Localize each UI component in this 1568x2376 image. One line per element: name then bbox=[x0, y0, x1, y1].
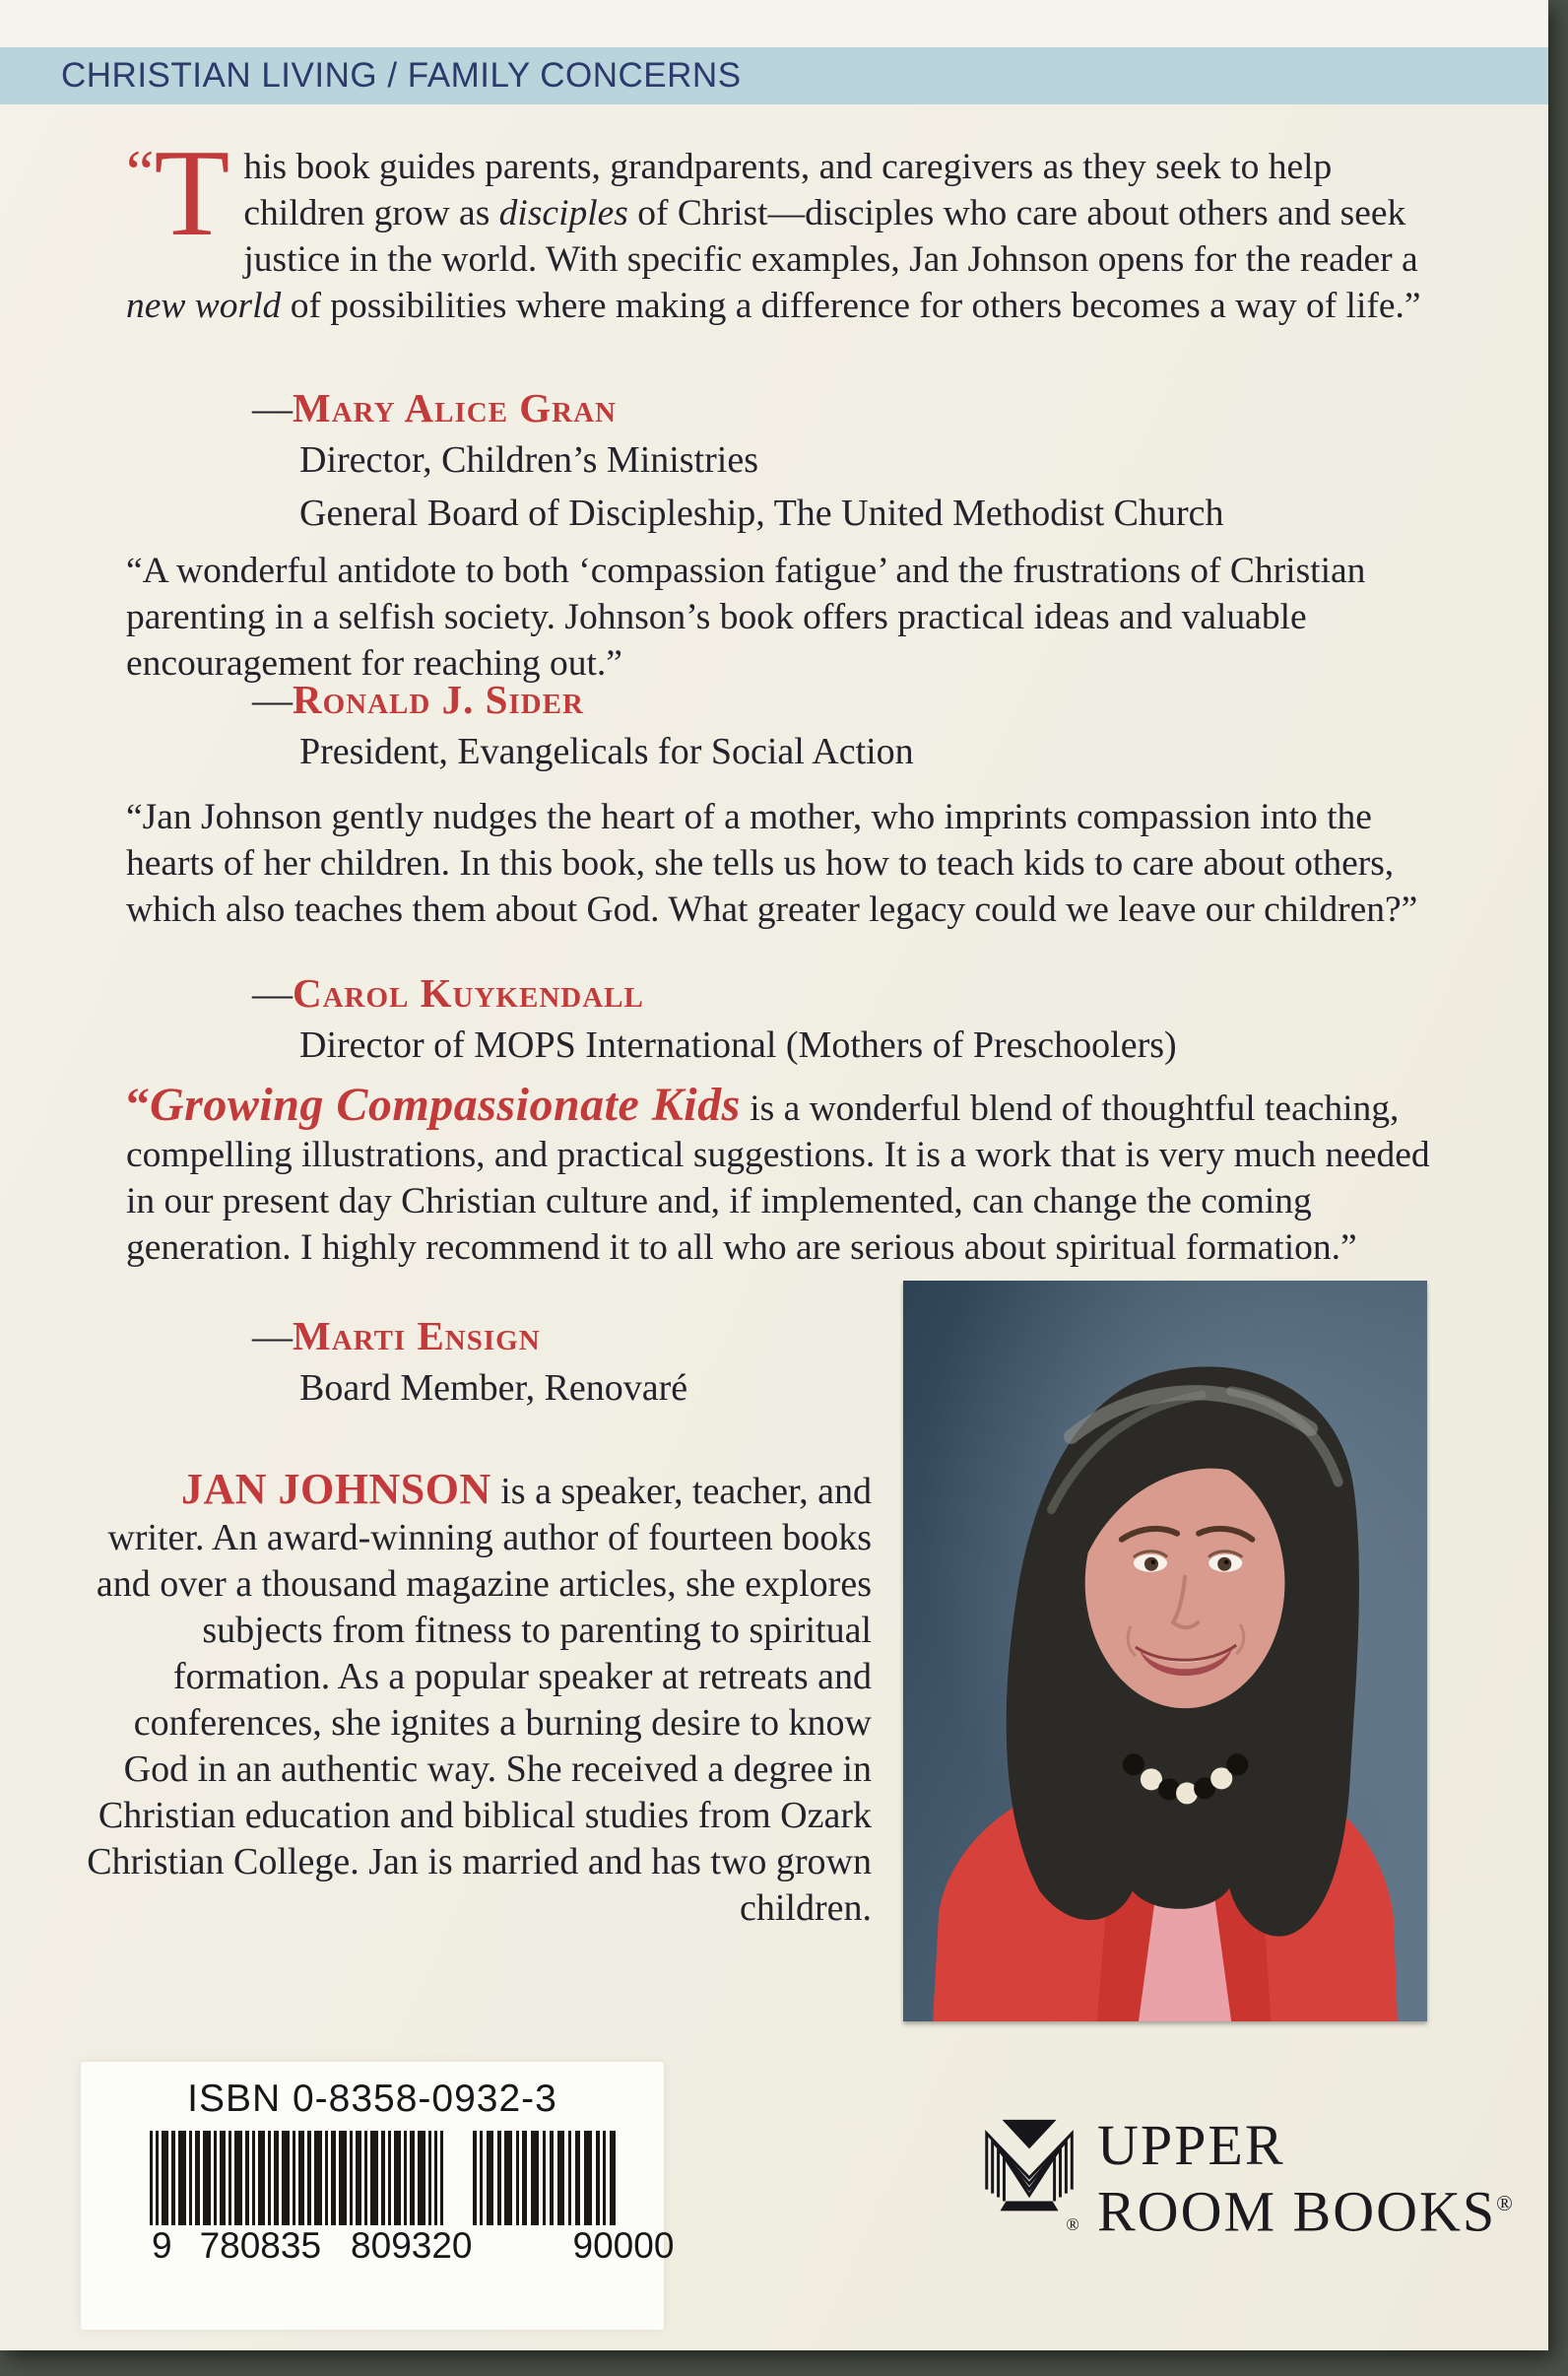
author-portrait-photo bbox=[903, 1281, 1427, 2021]
barcode bbox=[150, 2131, 445, 2225]
endorsement-quote-3 bbox=[126, 794, 1446, 933]
attribution-dash: — bbox=[252, 1313, 293, 1358]
category-banner bbox=[0, 47, 1548, 104]
attribution-4-name: Marti Ensign bbox=[293, 1313, 541, 1358]
endorsement-quote-4 bbox=[126, 1079, 1446, 1271]
open-quote-mark: “ bbox=[126, 137, 149, 207]
attribution-3 bbox=[252, 967, 1177, 1072]
publisher-logo bbox=[973, 2106, 1513, 2244]
attribution-1-name-line bbox=[252, 382, 1224, 433]
endorsement-quote-1 bbox=[126, 125, 1446, 329]
barcode-digit-group-1: 9 bbox=[152, 2225, 172, 2266]
attribution-1-role-1: Director, Children’s Ministries bbox=[299, 439, 759, 481]
attribution-2-name-line bbox=[252, 674, 914, 725]
book-title: Growing Compassionate Kids bbox=[150, 1079, 741, 1131]
attribution-1-role-2: General Board of Discipleship, The United Methodist Church bbox=[299, 493, 1224, 534]
isbn-barcode-label bbox=[81, 2062, 675, 2330]
attribution-dash: — bbox=[252, 970, 293, 1016]
barcode-supplement bbox=[473, 2131, 619, 2225]
quote-4-text: is a wonderful blend of thoughtful teaching, compelling illustrations, and practical suggestions. It is a work that is very much needed in our present day Christian culture and, if implemented, can change the coming generation. I highly recommend it to all who are serious about spiritual formation.” bbox=[126, 1089, 1430, 1268]
attribution-3-role-1: Director of MOPS International (Mothers of Preschoolers) bbox=[299, 1024, 1177, 1066]
barcode-digit-group-2: 780835 bbox=[199, 2225, 322, 2266]
drop-cap-letter: T bbox=[154, 125, 230, 262]
quote-1-italic-2: new world bbox=[126, 286, 282, 326]
registered-mark: ® bbox=[1066, 2213, 1079, 2234]
author-name: JAN JOHNSON bbox=[180, 1465, 491, 1513]
portrait-illustration bbox=[903, 1281, 1427, 2021]
publisher-name-line-1: UPPER bbox=[1097, 2113, 1285, 2177]
publisher-name-line-2-text: ROOM BOOKS bbox=[1097, 2179, 1497, 2244]
attribution-dash: — bbox=[252, 677, 293, 722]
quote-1-text-3: of possibilities where making a difference for others becomes a way of life.” bbox=[281, 286, 1421, 326]
drop-cap-group bbox=[126, 125, 230, 262]
attribution-1 bbox=[252, 382, 1224, 540]
barcode-digit-group-3: 809320 bbox=[351, 2225, 473, 2266]
quote-2-text: “A wonderful antidote to both ‘compassion fatigue’ and the frustrations of Christian parenting in a selfish society. Johnson’s book offers practical ideas and valuable encouragement for reaching out.” bbox=[126, 551, 1366, 684]
barcode-digits bbox=[112, 2225, 674, 2267]
attribution-dash: — bbox=[252, 385, 293, 430]
attribution-3-name-line bbox=[252, 967, 1177, 1019]
attribution-4-role-1: Board Member, Renovaré bbox=[299, 1367, 688, 1409]
barcode-supplement-digits: 90000 bbox=[572, 2225, 675, 2266]
quote-1-italic-1: disciples bbox=[498, 193, 628, 233]
attribution-4-name-line bbox=[252, 1310, 687, 1361]
category-banner-text: CHRISTIAN LIVING / FAMILY CONCERNS bbox=[61, 56, 742, 95]
attribution-4 bbox=[252, 1310, 687, 1415]
attribution-2 bbox=[252, 674, 914, 778]
attribution-2-role-1: President, Evangelicals for Social Action bbox=[299, 731, 914, 772]
author-bio-text: is a speaker, teacher, and writer. An award-winning author of fourteen books and over a thousand magazine articles, she explores subjects from fitness to parenting to spiritual formation. As a popular speaker at retreats and conferences, she ignites a burning desire to know God in an authentic way. She received a degree in Christian education and biblical studies from Ozark Christian College. Jan is married and has two grown children. bbox=[87, 1471, 872, 1929]
endorsement-quote-2 bbox=[126, 548, 1446, 687]
publisher-name bbox=[1097, 2113, 1513, 2244]
isbn-number: ISBN 0-8358-0932-3 bbox=[187, 2078, 557, 2120]
quote-3-text: “Jan Johnson gently nudges the heart of a mother, who imprints compassion into the hearts of her children. In this book, she tells us how to teach kids to care about others, which also teaches them about God. What greater legacy could we leave our children?” bbox=[126, 797, 1418, 930]
quote-1-text-2: of Christ—disciples who care about others and seek justice in the world. With specific examples, Jan Johnson opens for the reader a bbox=[243, 193, 1418, 280]
attribution-2-name: Ronald J. Sider bbox=[293, 677, 584, 722]
author-bio bbox=[84, 1466, 872, 1932]
attribution-1-name: Mary Alice Gran bbox=[293, 385, 617, 430]
open-quote-mark: “ bbox=[126, 1079, 150, 1131]
cover-top-margin bbox=[0, 0, 1548, 47]
quote-1-text: his book guides parents, grandparents, and caregivers as they seek to help children grow as bbox=[243, 147, 1333, 233]
registered-mark: ® bbox=[1496, 2191, 1513, 2215]
open-book-icon bbox=[973, 2106, 1089, 2236]
publisher-name-line-2 bbox=[1097, 2174, 1513, 2244]
attribution-3-name: Carol Kuykendall bbox=[293, 970, 644, 1016]
